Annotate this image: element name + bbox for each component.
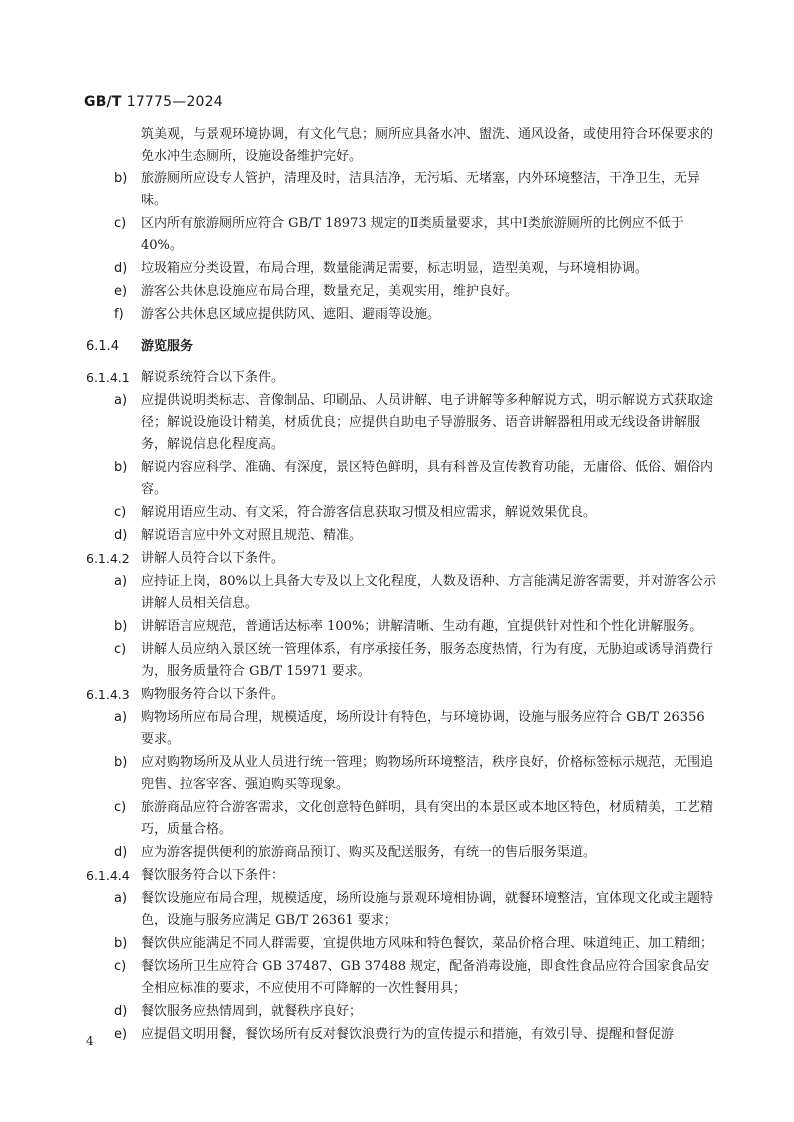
item-text: 游客公共休息设施应布局合理，数量充足，美观实用，维护良好。 bbox=[141, 284, 519, 299]
clause-text: 购物服务符合以下条件。 bbox=[141, 687, 285, 702]
clause-number: 6.1.4.3 bbox=[86, 687, 130, 702]
list-item bbox=[86, 888, 716, 932]
list-item bbox=[86, 752, 716, 796]
item-label: c) bbox=[114, 800, 127, 815]
item-label: c) bbox=[114, 216, 127, 231]
clause-heading bbox=[86, 367, 716, 389]
item-text: 应持证上岗，80%以上具备大专及以上文化程度，人数及语种、方言能满足游客需要，并对游客公示讲解人员相关信息。 bbox=[141, 574, 716, 611]
list-item bbox=[86, 457, 716, 501]
section-heading bbox=[86, 336, 716, 358]
list-item bbox=[86, 502, 716, 524]
clause-text: 解说系统符合以下条件。 bbox=[141, 370, 285, 385]
item-text: 解说内容应科学、准确、有深度，景区特色鲜明，具有科普及宣传教育功能，无庸俗、低俗、媚俗内容。 bbox=[141, 460, 714, 497]
item-label: a) bbox=[114, 891, 128, 906]
item-text: 讲解语言应规范，普通话达标率 100%；讲解清晰、生动有趣，宜提供针对性和个性化讲解服务。 bbox=[141, 619, 703, 634]
clause-text: 讲解人员符合以下条件。 bbox=[141, 551, 285, 566]
item-text: 应为游客提供便利的旅游商品预订、购买及配送服务，有统一的售后服务渠道。 bbox=[141, 845, 597, 860]
list-item bbox=[86, 213, 716, 257]
page-header bbox=[84, 94, 223, 110]
clause-text: 餐饮服务符合以下条件： bbox=[141, 868, 285, 883]
item-label: c) bbox=[114, 959, 127, 974]
item-label: e) bbox=[114, 1027, 128, 1042]
clause-number: 6.1.4.1 bbox=[86, 370, 130, 385]
item-label: a) bbox=[114, 393, 128, 408]
item-text: 垃圾箱应分类设置，布局合理，数量能满足需要，标志明显，造型美观，与环境相协调。 bbox=[141, 261, 649, 276]
list-item bbox=[86, 707, 716, 751]
clause-number: 6.1.4.2 bbox=[86, 551, 130, 566]
item-label: b) bbox=[114, 936, 128, 951]
item-label: d) bbox=[114, 845, 128, 860]
item-text: 应提供说明类标志、音像制品、印刷品、人员讲解、电子讲解等多种解说方式，明示解说方式获取途径；解说设施设计精美，材质优良；应提供自助电子导游服务、语音讲解器租用或无线设备讲解服务，解说信息化程度高。 bbox=[141, 393, 714, 452]
clause-number: 6.1.4.4 bbox=[86, 868, 130, 883]
item-text: 解说用语应生动、有文采，符合游客信息获取习惯及相应需求，解说效果优良。 bbox=[141, 505, 597, 520]
clause-heading bbox=[86, 865, 716, 887]
item-text: 应对购物场所及从业人员进行统一管理；购物场所环境整洁，秩序良好，价格标签标示规范，无围追兜售、拉客宰客、强迫购买等现象。 bbox=[141, 755, 714, 792]
list-item bbox=[86, 797, 716, 841]
continuation-text: 筑美观，与景观环境协调，有文化气息；厕所应具备水冲、盥洗、通风设备，或使用符合环保要求的免水冲生态厕所，设施设备维护完好。 bbox=[141, 127, 714, 164]
standard-code: 17775—2024 bbox=[126, 94, 223, 110]
section-title: 游览服务 bbox=[141, 339, 194, 354]
standard-prefix: GB/T bbox=[84, 94, 122, 110]
item-text: 旅游厕所应设专人管护，清理及时，洁具洁净，无污垢、无堵塞，内外环境整洁，干净卫生，无异味。 bbox=[141, 171, 701, 208]
list-item bbox=[86, 639, 716, 683]
item-label: d) bbox=[114, 528, 128, 543]
document-body bbox=[86, 124, 716, 1047]
item-text: 购物场所应布局合理，规模适度，场所设计有特色，与环境协调，设施与服务应符合 GB/T 26356要求。 bbox=[141, 710, 705, 747]
list-item bbox=[86, 304, 716, 326]
item-text: 区内所有旅游厕所应符合 GB/T 18973 规定的Ⅱ类质量要求，其中Ⅰ类旅游厕所的比例应不低于 40%。 bbox=[141, 216, 684, 253]
item-label: d) bbox=[114, 261, 128, 276]
item-label: b) bbox=[114, 171, 128, 186]
list-item bbox=[86, 933, 716, 955]
item-text: 游客公共休息区域应提供防风、遮阳、避雨等设施。 bbox=[141, 307, 441, 322]
item-label: e) bbox=[114, 284, 128, 299]
item-text: 应提倡文明用餐，餐饮场所有反对餐饮浪费行为的宣传提示和措施，有效引导、提醒和督促游 bbox=[141, 1027, 675, 1042]
item-label: b) bbox=[114, 755, 128, 770]
item-label: c) bbox=[114, 642, 127, 657]
list-item bbox=[86, 1001, 716, 1023]
list-item bbox=[86, 281, 716, 303]
item-label: b) bbox=[114, 619, 128, 634]
list-item bbox=[86, 258, 716, 280]
list-item bbox=[86, 616, 716, 638]
list-item bbox=[86, 390, 716, 456]
item-text: 解说语言应中外文对照且规范、精准。 bbox=[141, 528, 363, 543]
clause-heading bbox=[86, 684, 716, 706]
list-item bbox=[86, 1024, 716, 1046]
item-label: a) bbox=[114, 710, 128, 725]
item-text: 餐饮设施应布局合理，规模适度，场所设施与景观环境相协调，就餐环境整洁，宜体现文化或主题特色，设施与服务应满足 GB/T 26361 要求； bbox=[141, 891, 714, 928]
list-item bbox=[86, 956, 716, 1000]
item-label: a) bbox=[114, 574, 128, 589]
item-text: 讲解人员应纳入景区统一管理体系，有序承接任务，服务态度热情，行为有度，无胁迫或诱导消费行为，服务质量符合 GB/T 15971 要求。 bbox=[141, 642, 714, 679]
clause-heading bbox=[86, 548, 716, 570]
list-item bbox=[86, 842, 716, 864]
item-text: 餐饮供应能满足不同人群需要，宜提供地方风味和特色餐饮，菜品价格合理、味道纯正、加工精细； bbox=[141, 936, 714, 951]
item-text: 餐饮场所卫生应符合 GB 37487、GB 37488 规定，配备消毒设施，即食性食品应符合国家食品安全相应标准的要求，不应使用不可降解的一次性餐用具； bbox=[141, 959, 710, 996]
item-label: d) bbox=[114, 1004, 128, 1019]
item-label: b) bbox=[114, 460, 128, 475]
page-number: 4 bbox=[86, 1034, 94, 1048]
item-label: c) bbox=[114, 505, 127, 520]
item-text: 餐饮服务应热情周到，就餐秩序良好； bbox=[141, 1004, 363, 1019]
list-item bbox=[86, 571, 716, 615]
item-text: 旅游商品应符合游客需求，文化创意特色鲜明，具有突出的本景区或本地区特色，材质精美，工艺精巧，质量合格。 bbox=[141, 800, 714, 837]
list-item bbox=[86, 525, 716, 547]
list-item bbox=[86, 168, 716, 212]
section-number: 6.1.4 bbox=[86, 339, 120, 354]
item-label: f) bbox=[114, 307, 124, 322]
